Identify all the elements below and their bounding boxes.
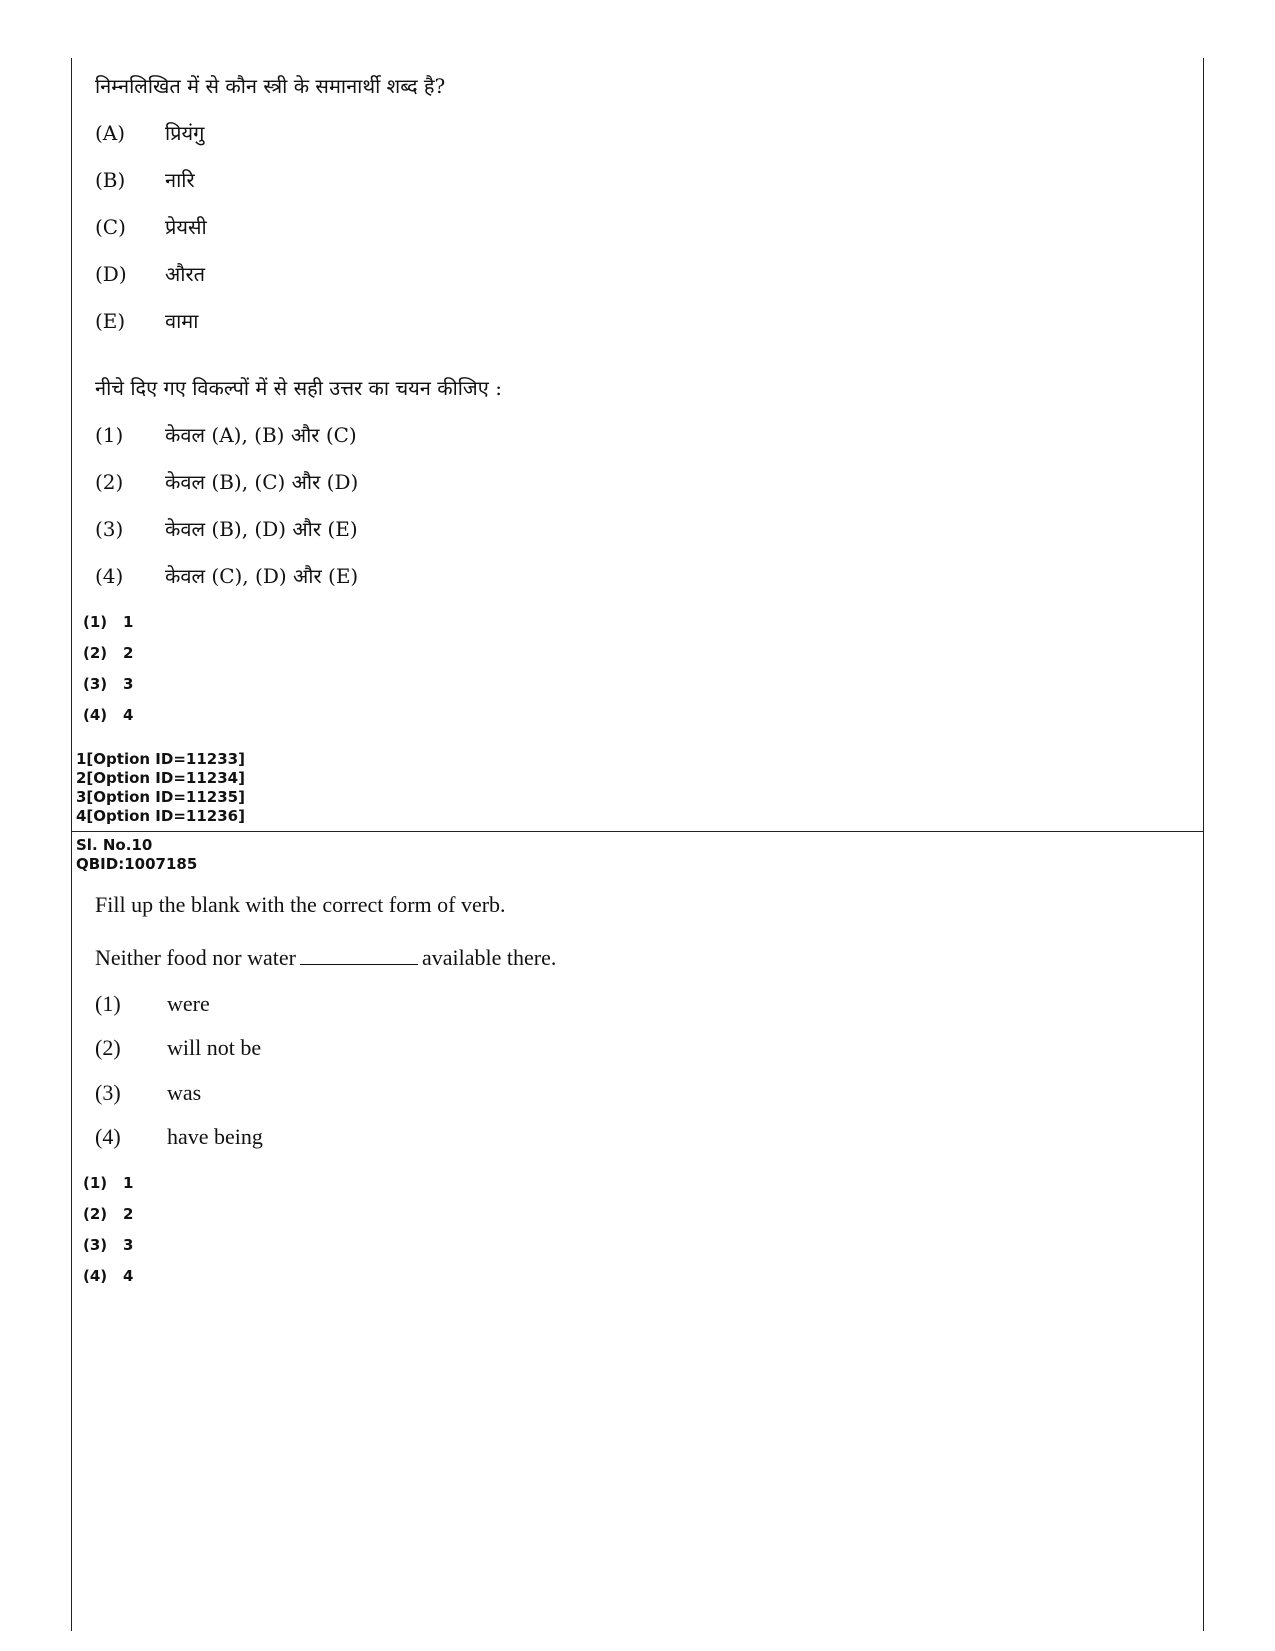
instruction-text: नीचे दिए गए विकल्पों में से सही उत्तर का चयन कीजिए :	[95, 376, 502, 400]
answer-option[interactable]	[83, 1205, 133, 1223]
option-id: 1[Option ID=11233]	[76, 750, 245, 768]
choice-text: were	[167, 991, 210, 1016]
question-text: निम्नलिखित में से कौन स्त्री के समानार्थी शब्द है?	[95, 74, 446, 98]
choice-label: (3)	[95, 517, 124, 541]
option-id: 2[Option ID=11234]	[76, 769, 245, 787]
choice-label: (1)	[95, 423, 124, 447]
statement-label: (B)	[95, 168, 126, 192]
choice-label: (4)	[95, 564, 124, 588]
fill-blank	[300, 963, 418, 965]
answer-label: (2)	[83, 1205, 108, 1223]
answer-option[interactable]	[83, 1174, 133, 1192]
statement-text: प्रेयसी	[165, 215, 207, 239]
choice-label: (2)	[95, 1035, 121, 1060]
qbid: QBID:1007185	[76, 855, 198, 873]
statement-item	[95, 307, 198, 334]
statement-text: वामा	[165, 309, 199, 333]
statement-item	[95, 213, 207, 240]
sentence-after: available there.	[421, 945, 557, 970]
answer-label: (1)	[83, 613, 108, 631]
choice-text: केवल (A), (B) और (C)	[165, 423, 357, 447]
statement-item	[95, 119, 204, 146]
choice-text: will not be	[167, 1035, 262, 1060]
question-sentence	[95, 945, 556, 971]
choice-label: (3)	[95, 1080, 121, 1105]
choice-item	[95, 562, 358, 589]
answer-label: (2)	[83, 644, 108, 662]
choice-text: केवल (B), (C) और (D)	[165, 470, 359, 494]
choice-item	[95, 1124, 263, 1150]
answer-option[interactable]	[83, 706, 133, 724]
question-meta	[76, 836, 197, 874]
answer-label: (3)	[83, 675, 108, 693]
choice-text: have being	[167, 1124, 263, 1149]
choice-label: (4)	[95, 1124, 121, 1149]
choice-text: was	[167, 1080, 202, 1105]
choice-item	[95, 1035, 261, 1061]
answer-label: (4)	[83, 706, 108, 724]
choice-item	[95, 1080, 201, 1106]
answer-label: (1)	[83, 1174, 108, 1192]
choice-label: (2)	[95, 470, 124, 494]
choice-label: (1)	[95, 991, 121, 1016]
statement-label: (C)	[95, 215, 126, 239]
answer-option[interactable]	[83, 644, 133, 662]
statement-text: औरत	[165, 262, 206, 286]
answer-option[interactable]	[83, 1267, 133, 1285]
answer-value: 4	[123, 1267, 134, 1285]
question-divider	[71, 831, 1204, 832]
answer-option[interactable]	[83, 675, 133, 693]
answer-value: 1	[123, 1174, 134, 1192]
statement-label: (A)	[95, 121, 126, 145]
answer-option[interactable]	[83, 1236, 133, 1254]
answer-value: 3	[123, 1236, 134, 1254]
statement-item	[95, 260, 205, 287]
answer-value: 3	[123, 675, 134, 693]
answer-value: 4	[123, 706, 134, 724]
choice-item	[95, 421, 357, 448]
statement-text: नारि	[165, 168, 195, 192]
answer-value: 2	[123, 644, 134, 662]
statement-label: (E)	[95, 309, 126, 333]
question-text: Fill up the blank with the correct form of verb.	[95, 892, 506, 917]
serial-number: Sl. No.10	[76, 836, 153, 854]
choice-text: केवल (C), (D) और (E)	[165, 564, 359, 588]
option-id-list	[76, 750, 245, 826]
answer-label: (4)	[83, 1267, 108, 1285]
choice-item	[95, 468, 358, 495]
statement-label: (D)	[95, 262, 127, 286]
answer-option[interactable]	[83, 613, 133, 631]
left-border	[71, 58, 72, 1631]
sentence-before: Neither food nor water	[95, 945, 296, 970]
option-id: 3[Option ID=11235]	[76, 788, 245, 806]
answer-label: (3)	[83, 1236, 108, 1254]
statement-item	[95, 166, 195, 193]
option-id: 4[Option ID=11236]	[76, 807, 245, 825]
right-border	[1203, 58, 1204, 1631]
answer-value: 2	[123, 1205, 134, 1223]
choice-item	[95, 991, 210, 1017]
statement-text: प्रियंगु	[165, 121, 205, 145]
choice-text: केवल (B), (D) और (E)	[165, 517, 358, 541]
answer-value: 1	[123, 613, 134, 631]
choice-item	[95, 515, 358, 542]
